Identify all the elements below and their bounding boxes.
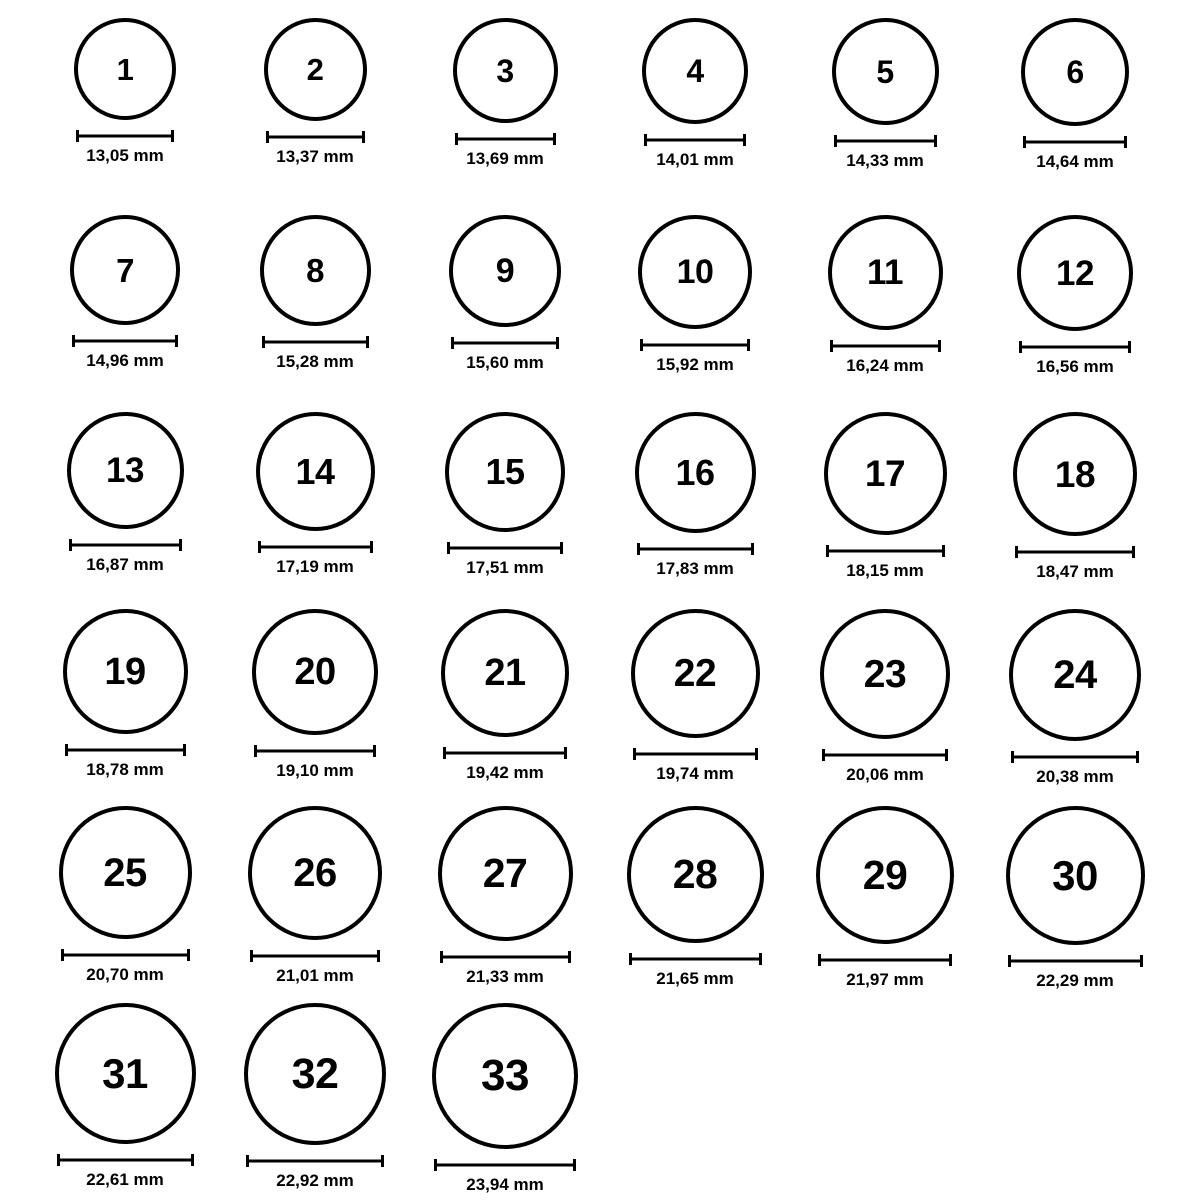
measure-cap-right <box>362 131 365 143</box>
measure-cap-left <box>57 1154 60 1166</box>
measure-cap-left <box>72 335 75 347</box>
diameter-measure-bar <box>254 745 376 757</box>
ring-size-cell <box>30 412 220 609</box>
measure-cap-left <box>440 951 443 963</box>
diameter-label: 20,70 mm <box>86 965 164 984</box>
ring-circle <box>816 806 954 944</box>
measure-line <box>440 956 571 959</box>
measure-line <box>262 341 369 344</box>
measure-cap-right <box>945 749 948 761</box>
measure-cap-left <box>246 1155 249 1167</box>
diameter-label: 22,29 mm <box>1036 971 1114 990</box>
diameter-measure-bar <box>440 951 571 963</box>
diameter-measure-bar <box>250 950 380 962</box>
ring-size-number: 2 <box>306 52 324 87</box>
diameter-label: 16,56 mm <box>1036 357 1114 376</box>
measure-cap-left <box>1019 341 1022 353</box>
measure-cap-right <box>560 542 563 554</box>
measure-cap-left <box>447 542 450 554</box>
diameter-label: 15,28 mm <box>276 352 354 371</box>
measure-cap-left <box>455 133 458 145</box>
measure-line <box>826 550 945 553</box>
measure-cap-left <box>637 543 640 555</box>
measure-line <box>455 138 556 141</box>
ring-size-number: 20 <box>294 651 336 693</box>
ring-size-cell <box>30 1003 220 1200</box>
measure-line <box>1023 141 1127 144</box>
ring-size-number: 1 <box>116 51 134 87</box>
diameter-label: 21,97 mm <box>846 970 924 989</box>
ring-size-cell <box>980 412 1170 609</box>
measure-cap-right <box>751 543 754 555</box>
diameter-label: 18,47 mm <box>1036 562 1114 581</box>
diameter-label: 17,83 mm <box>656 559 734 578</box>
diameter-measure-bar <box>1008 955 1143 967</box>
measure-line <box>451 342 559 345</box>
measure-cap-left <box>258 541 261 553</box>
measure-cap-left <box>633 748 636 760</box>
diameter-measure-bar <box>629 953 762 965</box>
ring-circle <box>1013 412 1137 536</box>
measure-cap-right <box>942 545 945 557</box>
diameter-measure-bar <box>640 339 750 351</box>
ring-circle <box>828 215 943 330</box>
ring-size-cell <box>600 806 790 1003</box>
diameter-label: 13,05 mm <box>86 146 164 165</box>
ring-size-number: 10 <box>676 253 714 291</box>
measure-cap-right <box>366 336 369 348</box>
ring-circle <box>59 806 192 939</box>
ring-size-cell <box>600 215 790 412</box>
diameter-label: 23,94 mm <box>466 1175 544 1194</box>
ring-circle <box>638 215 752 329</box>
measure-line <box>1011 756 1139 759</box>
measure-cap-right <box>1132 546 1135 558</box>
measure-cap-right <box>381 1155 384 1167</box>
diameter-label: 16,24 mm <box>846 356 924 375</box>
measure-cap-left <box>834 135 837 147</box>
ring-size-cell <box>30 18 220 215</box>
diameter-measure-bar <box>830 340 941 352</box>
ring-circle <box>438 806 573 941</box>
measure-cap-left <box>1023 136 1026 148</box>
ring-circle <box>256 412 375 531</box>
measure-line <box>258 546 373 549</box>
diameter-label: 18,78 mm <box>86 760 164 779</box>
measure-line <box>1008 960 1143 963</box>
measure-line <box>246 1160 384 1163</box>
diameter-label: 20,06 mm <box>846 765 924 784</box>
ring-circle <box>631 609 760 738</box>
measure-cap-left <box>830 340 833 352</box>
measure-line <box>65 749 186 752</box>
ring-size-number: 32 <box>291 1049 339 1098</box>
ring-size-cell <box>790 609 980 806</box>
measure-cap-right <box>1140 955 1143 967</box>
measure-cap-left <box>1011 751 1014 763</box>
ring-size-number: 5 <box>876 53 894 90</box>
diameter-measure-bar <box>644 134 746 146</box>
ring-size-number: 15 <box>485 451 525 492</box>
diameter-measure-bar <box>455 133 556 145</box>
ring-size-number: 19 <box>104 650 146 693</box>
measure-cap-left <box>65 744 68 756</box>
diameter-label: 17,19 mm <box>276 557 354 576</box>
ring-size-cell <box>30 215 220 412</box>
ring-size-cell <box>220 412 410 609</box>
measure-line <box>57 1159 194 1162</box>
ring-circle <box>70 215 180 325</box>
measure-cap-right <box>743 134 746 146</box>
measure-cap-left <box>250 950 253 962</box>
diameter-measure-bar <box>262 336 369 348</box>
measure-cap-right <box>553 133 556 145</box>
ring-size-cell <box>600 412 790 609</box>
diameter-label: 16,87 mm <box>86 555 164 574</box>
measure-cap-left <box>629 953 632 965</box>
diameter-measure-bar <box>57 1154 194 1166</box>
measure-line <box>644 139 746 142</box>
diameter-label: 20,38 mm <box>1036 767 1114 786</box>
diameter-label: 14,01 mm <box>656 150 734 169</box>
ring-circle <box>264 18 367 121</box>
ring-size-cell <box>410 609 600 806</box>
measure-cap-right <box>171 130 174 142</box>
measure-cap-right <box>183 744 186 756</box>
ring-size-cell <box>410 18 600 215</box>
ring-size-number: 21 <box>484 652 526 694</box>
diameter-measure-bar <box>1023 136 1127 148</box>
ring-circle <box>1017 215 1133 331</box>
diameter-label: 15,60 mm <box>466 353 544 372</box>
ring-size-number: 23 <box>863 652 907 696</box>
measure-cap-left <box>822 749 825 761</box>
diameter-measure-bar <box>1015 546 1135 558</box>
measure-cap-left <box>818 954 821 966</box>
measure-line <box>834 140 937 143</box>
ring-size-cell <box>600 18 790 215</box>
ring-size-cell <box>790 412 980 609</box>
ring-circle <box>824 412 947 535</box>
measure-line <box>266 136 365 139</box>
measure-line <box>447 547 563 550</box>
diameter-measure-bar <box>72 335 178 347</box>
ring-circle <box>252 609 378 735</box>
ring-circle <box>248 806 382 940</box>
measure-cap-left <box>826 545 829 557</box>
measure-cap-left <box>640 339 643 351</box>
diameter-label: 14,96 mm <box>86 351 164 370</box>
diameter-label: 22,92 mm <box>276 1171 354 1190</box>
ring-size-cell <box>600 609 790 806</box>
diameter-measure-bar <box>818 954 952 966</box>
measure-line <box>76 135 174 138</box>
diameter-label: 21,65 mm <box>656 969 734 988</box>
measure-line <box>254 750 376 753</box>
diameter-measure-bar <box>434 1159 576 1171</box>
measure-line <box>818 959 952 962</box>
measure-cap-left <box>254 745 257 757</box>
measure-cap-right <box>759 953 762 965</box>
measure-cap-right <box>1136 751 1139 763</box>
ring-size-cell <box>220 215 410 412</box>
ring-size-cell <box>790 215 980 412</box>
ring-size-number: 3 <box>496 52 514 89</box>
measure-cap-right <box>949 954 952 966</box>
diameter-measure-bar <box>246 1155 384 1167</box>
diameter-label: 22,61 mm <box>86 1170 164 1189</box>
ring-size-cell <box>410 1003 600 1200</box>
measure-cap-left <box>76 130 79 142</box>
measure-line <box>61 954 190 957</box>
measure-cap-right <box>179 539 182 551</box>
diameter-measure-bar <box>65 744 186 756</box>
ring-size-cell <box>220 1003 410 1200</box>
diameter-measure-bar <box>76 130 174 142</box>
diameter-label: 21,01 mm <box>276 966 354 985</box>
measure-cap-right <box>573 1159 576 1171</box>
measure-cap-right <box>187 949 190 961</box>
diameter-measure-bar <box>834 135 937 147</box>
diameter-label: 13,37 mm <box>276 147 354 166</box>
ring-size-number: 30 <box>1052 851 1098 899</box>
diameter-measure-bar <box>637 543 754 555</box>
ring-size-number: 28 <box>672 851 718 897</box>
measure-cap-right <box>373 745 376 757</box>
ring-size-number: 25 <box>103 850 147 895</box>
diameter-label: 19,74 mm <box>656 764 734 783</box>
ring-circle <box>1009 609 1141 741</box>
diameter-label: 21,33 mm <box>466 967 544 986</box>
diameter-label: 13,69 mm <box>466 149 544 168</box>
diameter-measure-bar <box>826 545 945 557</box>
ring-circle <box>432 1003 578 1149</box>
ring-size-cell <box>30 806 220 1003</box>
measure-line <box>637 548 754 551</box>
ring-circle <box>67 412 184 529</box>
diameter-measure-bar <box>258 541 373 553</box>
measure-cap-right <box>564 747 567 759</box>
ring-size-number: 27 <box>482 850 528 896</box>
ring-size-cell <box>220 806 410 1003</box>
ring-circle <box>635 412 756 533</box>
measure-line <box>443 752 567 755</box>
ring-circle <box>260 215 371 326</box>
ring-size-number: 18 <box>1054 453 1096 495</box>
ring-size-number: 31 <box>102 1049 148 1097</box>
ring-size-number: 26 <box>293 851 337 895</box>
measure-cap-right <box>370 541 373 553</box>
measure-cap-left <box>1015 546 1018 558</box>
ring-size-cell <box>30 609 220 806</box>
measure-line <box>434 1164 576 1167</box>
measure-cap-left <box>262 336 265 348</box>
ring-size-cell <box>410 215 600 412</box>
diameter-measure-bar <box>443 747 567 759</box>
ring-circle <box>627 806 764 943</box>
diameter-measure-bar <box>447 542 563 554</box>
ring-circle <box>1006 806 1145 945</box>
ring-size-number: 14 <box>295 450 335 492</box>
diameter-measure-bar <box>61 949 190 961</box>
ring-size-cell <box>790 18 980 215</box>
ring-size-cell <box>790 806 980 1003</box>
measure-cap-right <box>755 748 758 760</box>
measure-cap-right <box>1128 341 1131 353</box>
measure-cap-left <box>443 747 446 759</box>
measure-cap-right <box>747 339 750 351</box>
diameter-measure-bar <box>266 131 365 143</box>
measure-cap-left <box>434 1159 437 1171</box>
measure-line <box>69 544 182 547</box>
ring-size-number: 11 <box>867 253 903 292</box>
ring-circle <box>441 609 569 737</box>
ring-size-number: 22 <box>673 652 717 695</box>
diameter-label: 14,64 mm <box>1036 152 1114 171</box>
measure-cap-right <box>938 340 941 352</box>
diameter-label: 19,42 mm <box>466 763 544 782</box>
diameter-measure-bar <box>633 748 758 760</box>
ring-size-number: 6 <box>1066 54 1084 90</box>
ring-circle <box>453 18 558 123</box>
diameter-label: 19,10 mm <box>276 761 354 780</box>
diameter-measure-bar <box>69 539 182 551</box>
ring-circle <box>74 18 176 120</box>
ring-circle <box>1021 18 1129 126</box>
ring-circle <box>445 412 565 532</box>
ring-size-number: 29 <box>862 851 908 898</box>
diameter-measure-bar <box>1011 751 1139 763</box>
diameter-label: 15,92 mm <box>656 355 734 374</box>
measure-cap-right <box>191 1154 194 1166</box>
ring-size-number: 33 <box>481 1051 529 1100</box>
measure-line <box>640 344 750 347</box>
ring-size-number: 9 <box>495 252 515 290</box>
ring-circle <box>449 215 561 327</box>
ring-size-cell <box>220 609 410 806</box>
measure-cap-right <box>175 335 178 347</box>
measure-line <box>830 345 941 348</box>
diameter-measure-bar <box>822 749 948 761</box>
ring-circle <box>63 609 188 734</box>
measure-cap-right <box>377 950 380 962</box>
ring-size-number: 12 <box>1056 253 1094 293</box>
diameter-measure-bar <box>1019 341 1131 353</box>
ring-size-number: 13 <box>106 451 144 490</box>
measure-cap-right <box>568 951 571 963</box>
diameter-measure-bar <box>451 337 559 349</box>
ring-circle <box>244 1003 386 1145</box>
diameter-label: 18,15 mm <box>846 561 924 580</box>
measure-cap-left <box>266 131 269 143</box>
ring-size-cell <box>980 806 1170 1003</box>
measure-cap-left <box>644 134 647 146</box>
ring-size-cell <box>410 412 600 609</box>
measure-line <box>822 754 948 757</box>
measure-cap-left <box>69 539 72 551</box>
measure-line <box>1019 346 1131 349</box>
measure-cap-right <box>934 135 937 147</box>
measure-line <box>633 753 758 756</box>
measure-cap-left <box>1008 955 1011 967</box>
ring-size-number: 4 <box>686 53 704 89</box>
measure-line <box>250 955 380 958</box>
ring-circle <box>832 18 939 125</box>
ring-size-number: 8 <box>306 252 324 289</box>
ring-circle <box>55 1003 196 1144</box>
ring-size-number: 17 <box>864 453 906 494</box>
ring-size-cell <box>980 215 1170 412</box>
measure-cap-right <box>556 337 559 349</box>
ring-size-cell <box>410 806 600 1003</box>
measure-line <box>629 958 762 961</box>
ring-size-cell <box>220 18 410 215</box>
diameter-label: 17,51 mm <box>466 558 544 577</box>
ring-circle <box>820 609 950 739</box>
measure-line <box>72 340 178 343</box>
measure-cap-left <box>451 337 454 349</box>
ring-size-number: 16 <box>675 451 715 493</box>
ring-size-grid <box>30 18 1170 1200</box>
measure-cap-right <box>1124 136 1127 148</box>
measure-cap-left <box>61 949 64 961</box>
ring-circle <box>642 18 748 124</box>
ring-size-cell <box>980 18 1170 215</box>
measure-line <box>1015 551 1135 554</box>
ring-size-cell <box>980 609 1170 806</box>
diameter-label: 14,33 mm <box>846 151 924 170</box>
ring-size-number: 7 <box>116 251 134 289</box>
ring-size-number: 24 <box>1053 653 1097 697</box>
